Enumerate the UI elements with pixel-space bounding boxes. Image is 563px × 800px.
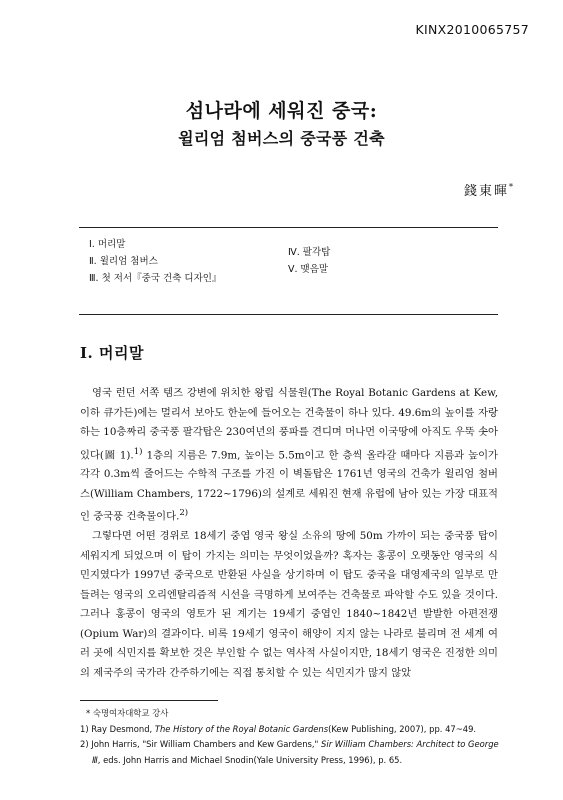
toc-item-1: Ⅰ. 머리말 — [89, 239, 126, 250]
author-footnote-mark: * — [509, 182, 513, 192]
author-text: 錢東暉 — [463, 184, 509, 199]
footnote-ref-2: 2) — [179, 508, 189, 519]
footnote-1-title: The History of the Royal Botanic Gardens — [154, 723, 329, 734]
toc-item-3: Ⅲ. 첫 저서『중국 건축 디자인』 — [89, 273, 222, 284]
paragraph-1 — [80, 384, 498, 527]
footnote-2-pre: 2) John Harris, "Sir William Chambers and Kew Gardens," — [80, 739, 322, 749]
document-id: KINX2010065757 — [415, 22, 529, 37]
footnote-2 — [80, 737, 500, 768]
footnotes — [80, 706, 500, 768]
toc-item-2: Ⅱ. 윌리엄 첨버스 — [89, 256, 158, 267]
footnote-rule — [80, 700, 218, 701]
paragraph-2: 그렇다면 어떤 경위로 18세기 중엽 영국 왕실 소유의 땅에 50m 가까이 되는 중국풍 탑이 세워지게 되었으며 이 탑이 가지는 의미는 무엇이었을까? 혹자는 홍콩이 오랫동안 영국의 식민지였다가 1997년 중국으로 반환된 사실을 상기하며 이 탑도 중국을 대영제국의 일부로 만들려는 영국의 오리엔탈리즘적 시선을 극명하게 보여주는 건축물로 파악할 수도 있을 것이다. 그러나 홍콩이 영국의 영토가 된 계기는 19세기 중엽인 1840~1842년 발발한 아편전쟁(Opium War)의 결과이다. 비록 19세기 영국이 해양이 지지 않는 나라로 불리며 전 세계 여러 곳에 식민지를 확보한 것은 부인할 수 없는 역사적 사실이지만, 18세기 영국은 진정한 의미의 제국주의 국가라 간주하기에는 직접 통치할 수 있는 식민지가 많지 않았 — [80, 530, 498, 679]
author-name — [464, 180, 513, 199]
body-text — [80, 384, 498, 683]
toc-left-column — [89, 236, 221, 287]
footnote-2-post: , eds. John Harris and Michael Snodin(Yale University Press, 1996), p. 65. — [97, 754, 403, 765]
footnote-ref-1: 1) — [133, 446, 143, 457]
paragraph-1-part-a: 영국 런던 서쪽 템즈 강변에 위치한 왕립 식물원(The Royal Botanic Gardens at Kew, 이하 큐가든)에는 멀리서 보아도 한눈에 들어오는 건축물이 하나 있다. 49.6m의 높이를 자랑하는 10층짜리 중국풍 팔각탑은 230여년의 풍파를 견디며 머나먼 이국땅에 아직도 우뚝 솟아 있다(圖 1). — [80, 387, 498, 461]
toc-right-column — [288, 244, 330, 278]
paper-subtitle: 윌리엄 첨버스의 중국풍 건축 — [178, 129, 385, 148]
toc-item-5: Ⅴ. 맺음말 — [288, 264, 329, 275]
footnote-1-post: (Kew Publishing, 2007), pp. 47~49. — [328, 723, 477, 734]
footnote-1 — [80, 722, 500, 738]
footnote-1-pre: 1) Ray Desmond, — [80, 723, 155, 734]
toc-item-4: Ⅳ. 팔각탑 — [288, 247, 331, 258]
paragraph-1-part-b: 1층의 지름은 7.9m, 높이는 5.5m이고 한 층씩 올라갈 때마다 지름과 높이가 각각 0.3m씩 줄어드는 수학적 구조를 가진 이 벽돌탑은 1761년 영국의 건축가 윌리엄 첨버스(William Chambers, 1722~1796)의 설계로 세워진 현재 유럽에 남아 있는 가장 대표적인 중국풍 건축물이다. — [80, 448, 498, 523]
toc-top-rule — [79, 227, 498, 228]
footnote-2-title: Sir William Chambers: Architect to George Ⅲ — [92, 739, 499, 765]
toc-bottom-rule — [79, 314, 498, 315]
paper-title: 섬나라에 세워진 중국: — [185, 100, 378, 122]
section-heading: Ⅰ. 머리말 — [80, 344, 144, 362]
footnote-affiliation: * 숙명여자대학교 강사 — [86, 708, 169, 718]
